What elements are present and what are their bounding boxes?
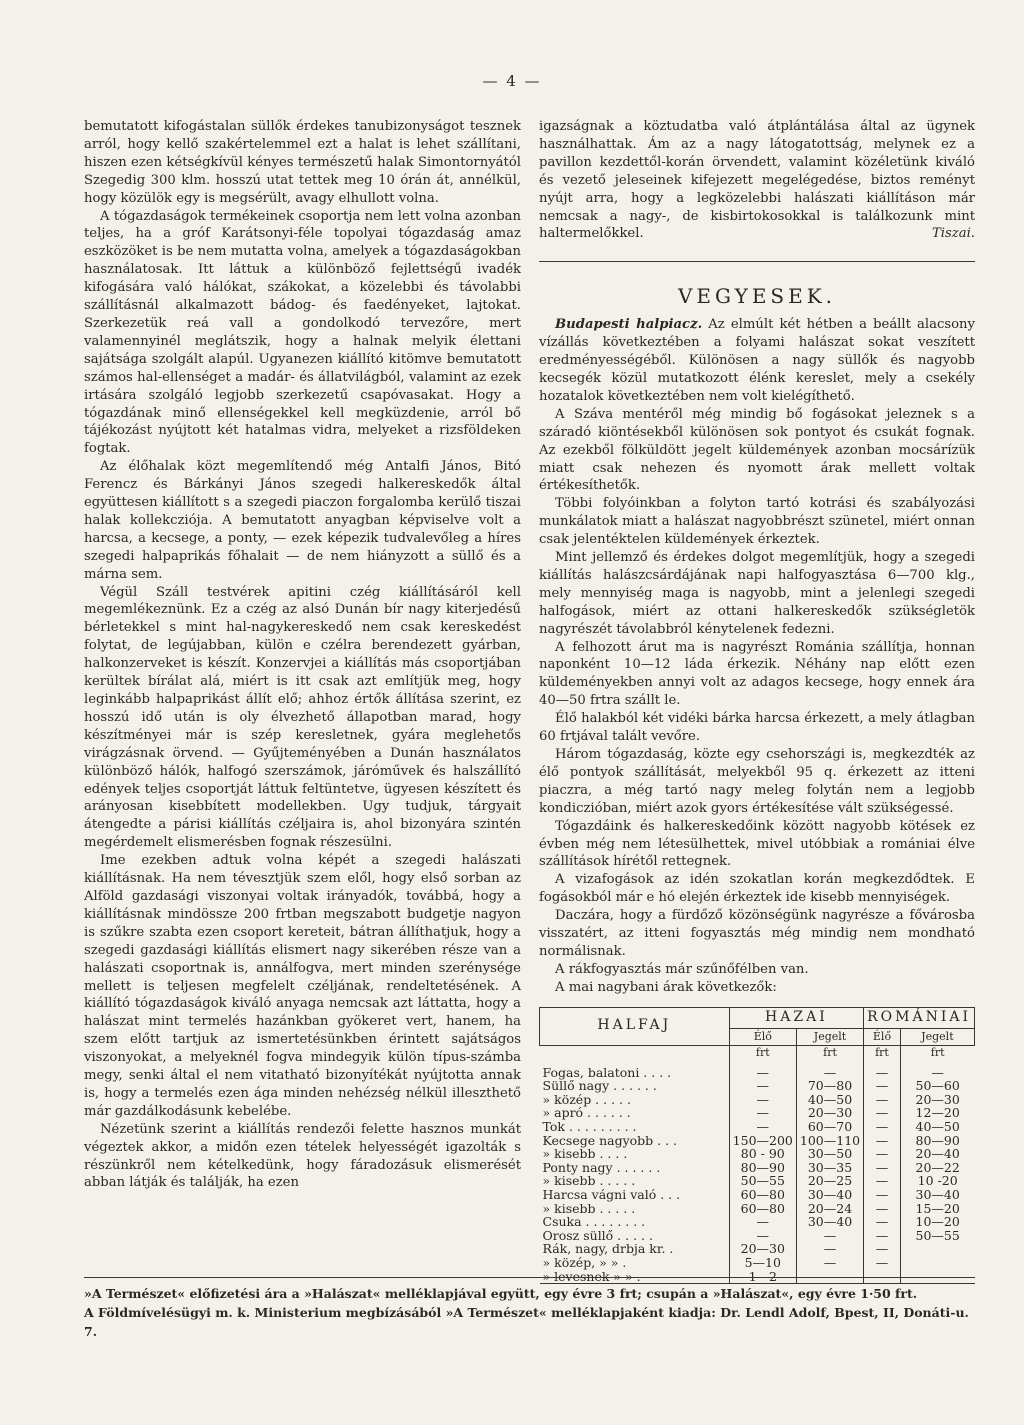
price-cell <box>900 1256 974 1270</box>
unit-cell: frt <box>864 1045 901 1066</box>
price-cell: 40—50 <box>900 1120 974 1134</box>
price-cell: 100—110 <box>796 1134 863 1148</box>
price-cell: — <box>796 1066 863 1080</box>
price-cell: — <box>864 1188 901 1202</box>
price-cell: 20—30 <box>729 1242 796 1256</box>
price-cell: — <box>864 1270 901 1284</box>
paragraph <box>539 316 975 406</box>
price-cell: 70—80 <box>796 1079 863 1093</box>
price-cell: — <box>796 1270 863 1284</box>
table-row <box>540 1256 975 1270</box>
page-number: — 4 — <box>482 72 542 90</box>
price-cell: — <box>729 1093 796 1107</box>
paragraph: bemutatott kifogástalan süllők érdekes tanubizonyságot tesznek arról, hogy kellő szakértelemmel ezt a halat is lehet szállítani, hiszen ezen kétségkívül kényes természetű halak Simontornyától Szegedig 300 klm. hosszú utat tettek meg 10 órán át, annélkül, hogy közülök egy is megsérült, avagy elhullott volna. <box>84 119 521 206</box>
unit-cell: frt <box>729 1045 796 1066</box>
table-row <box>540 1188 975 1202</box>
section-divider <box>539 261 975 262</box>
price-cell: 1—2 <box>729 1270 796 1284</box>
paragraph: Tógazdáink és halkereskedőink között nagyobb kötések ez évben még nem létesülhettek, mivel utóbbiak a romániai élve szállítások hírétől rettegnek. <box>539 818 975 870</box>
footer-line: »A Természet« előfizetési ára a »Halászat« melléklapjával együtt, egy évre 3 frt; csupán a »Halászat«, egy évre 1·50 frt. <box>84 1286 918 1301</box>
left-column <box>84 118 521 1192</box>
paragraph: Három tógazdaság, közte egy csehországi is, megkezdték az élő pontyok szállítását, melyekből 95 q. érkezett az itteni piaczra, a még tartó nagy meleg folytán nem a legjobb kondiczióban, miért azok gyors értékesítése vált szükségessé. <box>539 747 975 816</box>
fish-name-cell: » apró . . . . . . <box>542 1105 631 1121</box>
price-cell: 20—24 <box>796 1202 863 1216</box>
price-cell: — <box>729 1229 796 1243</box>
signature: Tiszai. <box>931 226 975 242</box>
section-title: VEGYESEK. <box>677 284 837 309</box>
price-cell: 20—30 <box>796 1106 863 1120</box>
price-cell: 20—30 <box>900 1093 974 1107</box>
sub-header: Jegelt <box>900 1028 974 1045</box>
paragraph: Ime ezekben adtuk volna képét a szegedi halászati kiállításnak. Ha nem tévesztjük szem elől, hogy első sorban az Alföld gazdasági viszonyai voltak irányadók, továbbá, hogy a kiállításnak mindössze 200 frtban megszabott budgetje nagyon is szűkre szabta ezen csoport kereteit, bátran állíthatjuk, hogy a szegedi gazdasági kiállítás elismert nagy sikerében része van a halászati csoportnak is, annálfogva, mert minden szerénysége mellett is teljesen megfelelt czéljának, rendeltetésének. A kiállító tógazdaságok kiváló anyaga nemcsak azt láttatta, hogy a halászat mint termelés hazánkban gyökeret vert, hanem, ha szem előtt tartjuk az ismertetésünkben érintett sajátságos viszonyokat, a melyeknél fogva mindegyik külön típus-számba megy, senki által el nem vitatható bizonyítékát nyújtotta annak is, hogy a termelés ezen ága minden nehézség nélkül illeszthető már gazdálkodásunk kebelébe. <box>84 853 521 1119</box>
paragraph: Élő halakból két vidéki bárka harcsa érkezett, a mely átlagban 60 frtjával talált vevőre. <box>539 711 975 745</box>
price-cell: 20—22 <box>900 1161 974 1175</box>
price-cell: 30—50 <box>796 1147 863 1161</box>
table-row <box>540 1120 975 1134</box>
price-cell: — <box>864 1106 901 1120</box>
paragraph: Végül Száll testvérek apitini czég kiállításáról kell megemlékeznünk. Ez a czég az alsó Dunán bír nagy kiterjedésű bérletekkel s mint hal-nagykereskedő nem csak kereskedést folytat, de legújabban, külön e czélra berendezett gyárban, halkonzerveket is készít. Konzervjei a kiállítás más csoportjában kerültek bírálat alá, miért is itt csak azt említjük meg, hogy leginkább halpaprikást állít elő; ahhoz értők állítása szerint, ez hosszú idő után is oly élvezhető állapotban marad, hogy készítményei már is szép keresletnek, gyára meglehetős virágzásnak örvend. — Gyűjteményében a Dunán használatos különböző hálók, halfogó szerszámok, járóművek és halszállító edények teljes csoportját láttuk feltüntetve, ügyesen készített és arányosan kisebbített modellekben. Ugy tudjuk, tárgyait átengedte a párisi kiállítás czéljaira is, ahol bizonyára szintén megérdemelt elismerésben fognak részesülni. <box>84 584 521 851</box>
fish-name-cell: Kecsege nagyobb . . . <box>542 1132 678 1148</box>
price-table <box>539 1007 975 1285</box>
price-cell: — <box>729 1106 796 1120</box>
price-cell: — <box>796 1242 863 1256</box>
price-cell: 12—20 <box>900 1106 974 1120</box>
romaniai-header: ROMÁNIAI <box>864 1007 975 1028</box>
price-cell: 80 - 90 <box>729 1147 796 1161</box>
price-cell: — <box>864 1161 901 1175</box>
price-cell: — <box>864 1066 901 1080</box>
price-cell: 10 -20 <box>900 1174 974 1188</box>
paragraph: A mai nagybani árak következők: <box>555 979 777 995</box>
footer-line: A Földmívelésügyi m. k. Ministerium megbízásából »A Természet« melléklapjaként kiadja: Dr. Lendl Adolf, Bpest, II, Donáti-u. 7. <box>84 1305 969 1339</box>
price-cell: 80—90 <box>729 1161 796 1175</box>
lead-title: Budapesti halpiacz. <box>555 317 703 333</box>
price-cell: — <box>864 1229 901 1243</box>
paragraph: Nézetünk szerint a kiállítás rendezői felette hasznos munkát végeztek akkor, a midőn ezen tételek helyességét igazolták s részünkről nem kételkedünk, hogy fáradozásuk elismerését abban látják és találják, ha ezen <box>84 1121 521 1191</box>
price-cell: 20—40 <box>900 1147 974 1161</box>
fish-name-cell: Süllő nagy . . . . . . <box>542 1078 657 1094</box>
table-row <box>540 1215 975 1229</box>
table-row <box>540 1229 975 1243</box>
price-cell: 30—40 <box>796 1188 863 1202</box>
paragraph: igazságnak a köztudatba való átplántálása által az ügynek használhattak. Ám az a nagy látogatottság, melynek ez a pavillon kezdettől-korán örvendett, valamint közéletünk kiváló és vezető jeleseinek kifejezett megelégedése, biztos reményt nyújt arra, hogy a legközelebbi halászati kiállításon már nemcsak a nagy-, de kisbirtokosokkal is találkozunk mint haltermelőkkel. <box>539 119 975 242</box>
price-cell: — <box>864 1120 901 1134</box>
price-cell <box>900 1242 974 1256</box>
price-cell: 30—40 <box>900 1188 974 1202</box>
fish-name-cell: Csuka . . . . . . . . <box>542 1214 646 1230</box>
price-cell: 50—55 <box>900 1229 974 1243</box>
paragraph: A vizafogások az idén szokatlan korán megkezdődtek. E fogásokból már e hó elején érkeztek ide kisebb mennyiségek. <box>539 872 975 906</box>
halfaj-header: HALFAJ <box>540 1007 730 1045</box>
price-cell: — <box>864 1174 901 1188</box>
price-cell: 60—80 <box>729 1188 796 1202</box>
fish-name-cell: » levesnek » » . <box>540 1270 730 1284</box>
table-row <box>540 1174 975 1188</box>
price-cell: — <box>796 1229 863 1243</box>
price-cell: — <box>729 1066 796 1080</box>
unit-cell: frt <box>796 1045 863 1066</box>
fish-name-cell: » közép, » » . <box>542 1255 627 1271</box>
price-cell: 50—60 <box>900 1079 974 1093</box>
paragraph: A tógazdaságok termékeinek csoportja nem lett volna azonban teljes, ha a gróf Karátsonyi-féle topolyai tógazdaság amaz eszközöket is be nem mutatta volna, amelyek a tógazdaságokban használatosak. Itt láttuk a különböző fejlettségű ivadék kifogására való hálókat, szákokat, a közelebbi és távolabbi szállításnál alkalmazott bádog- és faedényeket, lajtokat. Szerkezetük reá vall a gondolkodó tervezőre, mert valamennyinél meglátszik, hogy a halnak melyik élettani sajátsága szolgált alapúl. Ugyanezen kiállító kitömve bemutatott számos hal-ellenséget a madár- és állatvilágból, valamint az ezek irtására szolgáló legjobb szerkezetű csapóvasakat. Hogy a tógazdának minő ellenségekkel kell megküzdenie, arról bő tájékozást nyújtott két hatalmas vidra, melyeket a rizsföldeken fogtak. <box>84 208 521 457</box>
paragraph: A rákfogyasztás már szűnőfélben van. <box>555 961 809 977</box>
table-row <box>540 1147 975 1161</box>
price-cell: — <box>864 1134 901 1148</box>
price-cell: — <box>864 1256 901 1270</box>
table-row <box>540 1134 975 1148</box>
fish-name-cell: » kisebb . . . . . <box>542 1200 636 1216</box>
fish-name-cell: Tok . . . . . . . . . <box>542 1119 637 1135</box>
fish-name-cell: Rák, nagy, drbja kr. . <box>542 1241 674 1257</box>
price-cell: 15—20 <box>900 1202 974 1216</box>
hazai-header: HAZAI <box>729 1007 863 1028</box>
table-row <box>540 1093 975 1107</box>
lead-text: Az elmúlt két hétben a beállt alacsony vízállás következtében a folyami halászat sokat veszített eredményességéből. Különösen a nagy süllők és nagyobb kecsegék közül mutatkozott élénk kereslet, mely a csekély hozatalok következtében nem volt kielégíthető. <box>539 317 975 404</box>
table-cell <box>540 1045 730 1066</box>
price-cell: — <box>864 1093 901 1107</box>
fish-name-cell: » kisebb . . . . <box>542 1146 628 1162</box>
price-cell: 80—90 <box>900 1134 974 1148</box>
price-cell: — <box>864 1079 901 1093</box>
price-cell: — <box>864 1242 901 1256</box>
paragraph: A felhozott árut ma is nagyrészt Románia szállítja, honnan naponként 10—12 láda érkezik. Néhány nap előtt ezen küldeményekben annyi volt az adagos kecsege, hogy ennek ára 40—50 frtra szállt le. <box>539 639 975 709</box>
price-cell: 30—35 <box>796 1161 863 1175</box>
paragraph: Többi folyóinkban a folyton tartó kotrási és szabályozási munkálatok miatt a halászat nagyobbrészt szünetel, miért onnan csak jelentéktelen küldemények érkeztek. <box>539 496 975 548</box>
price-cell: — <box>796 1256 863 1270</box>
fish-name-cell: » kisebb . . . . . <box>542 1173 636 1189</box>
price-cell: 60—70 <box>796 1120 863 1134</box>
price-cell: — <box>729 1120 796 1134</box>
price-cell: 60—80 <box>729 1202 796 1216</box>
table-row <box>540 1079 975 1093</box>
sub-header: Élő <box>729 1028 796 1045</box>
table-row <box>540 1161 975 1175</box>
sub-header: Jegelt <box>796 1028 863 1045</box>
price-cell: — <box>729 1215 796 1229</box>
table-row <box>540 1066 975 1080</box>
price-cell: 10—20 <box>900 1215 974 1229</box>
table-row <box>540 1202 975 1216</box>
sub-header: Élő <box>864 1028 901 1045</box>
price-cell: — <box>864 1147 901 1161</box>
price-cell: — <box>864 1215 901 1229</box>
unit-cell: frt <box>900 1045 974 1066</box>
fish-name-cell: Orosz süllő . . . . . <box>542 1227 653 1243</box>
table-row <box>540 1106 975 1120</box>
fish-name-cell: Harcsa vágni való . . . <box>542 1187 681 1203</box>
table-row <box>540 1242 975 1256</box>
price-cell: — <box>864 1202 901 1216</box>
unit-row <box>540 1045 975 1066</box>
price-cell: 30—40 <box>796 1215 863 1229</box>
paragraph: Az élőhalak közt megemlítendő még Antalfi János, Bitó Ferencz és Bárkányi János szegedi halkereskedők által együttesen kiállított s a szegedi piaczon forgalomba kerülő tiszai halak kollekcziója. A bemutatott anyagban képviselve volt a harcsa, a kecsege, a ponty, — ezek képezik tudvalevőleg a híres szegedi halpaprikás főhalait — de nem hiányzott a süllő és a márna sem. <box>84 459 521 582</box>
fish-name-cell: » közép . . . . . <box>542 1091 631 1107</box>
price-cell: 50—55 <box>729 1174 796 1188</box>
price-cell: — <box>900 1066 974 1080</box>
paragraph: Daczára, hogy a fürdőző közönségünk nagyrésze a fővárosba visszatért, az itteni fogyasztás még mindig nem mondható normálisnak. <box>539 908 975 959</box>
right-column <box>539 118 975 1284</box>
price-cell: 150—200 <box>729 1134 796 1148</box>
fish-name-cell: Ponty nagy . . . . . . <box>542 1159 661 1175</box>
price-cell: 20—25 <box>796 1174 863 1188</box>
paragraph: Mint jellemző és érdekes dolgot megemlítjük, hogy a szegedi kiállítás halászcsárdájának napi halfogyasztása 6—700 klg., mely mennyiség maga is nagyobb, mint a jelenlegi szegedi halfogások, miért az ottani halkereskedők szükségletök nagyrészét távolabbról kénytelenek fedezni. <box>539 550 975 637</box>
paragraph: A Száva mentéről még mindig bő fogásokat jeleznek s a száradó kiöntésekből különösen sok pontyot és csukát fognak. Az ezekből fölküldött jegelt küldemények azonban mocsárízük miatt csak nehezen és nyomott árak mellett voltak értékesíthetők. <box>539 406 975 494</box>
price-cell: — <box>729 1079 796 1093</box>
fish-name-cell: Fogas, balatoni . . . . <box>542 1064 672 1080</box>
price-cell: 5—10 <box>729 1256 796 1270</box>
footer-divider <box>84 1277 975 1278</box>
price-cell: 40—50 <box>796 1093 863 1107</box>
footer <box>84 1284 984 1341</box>
